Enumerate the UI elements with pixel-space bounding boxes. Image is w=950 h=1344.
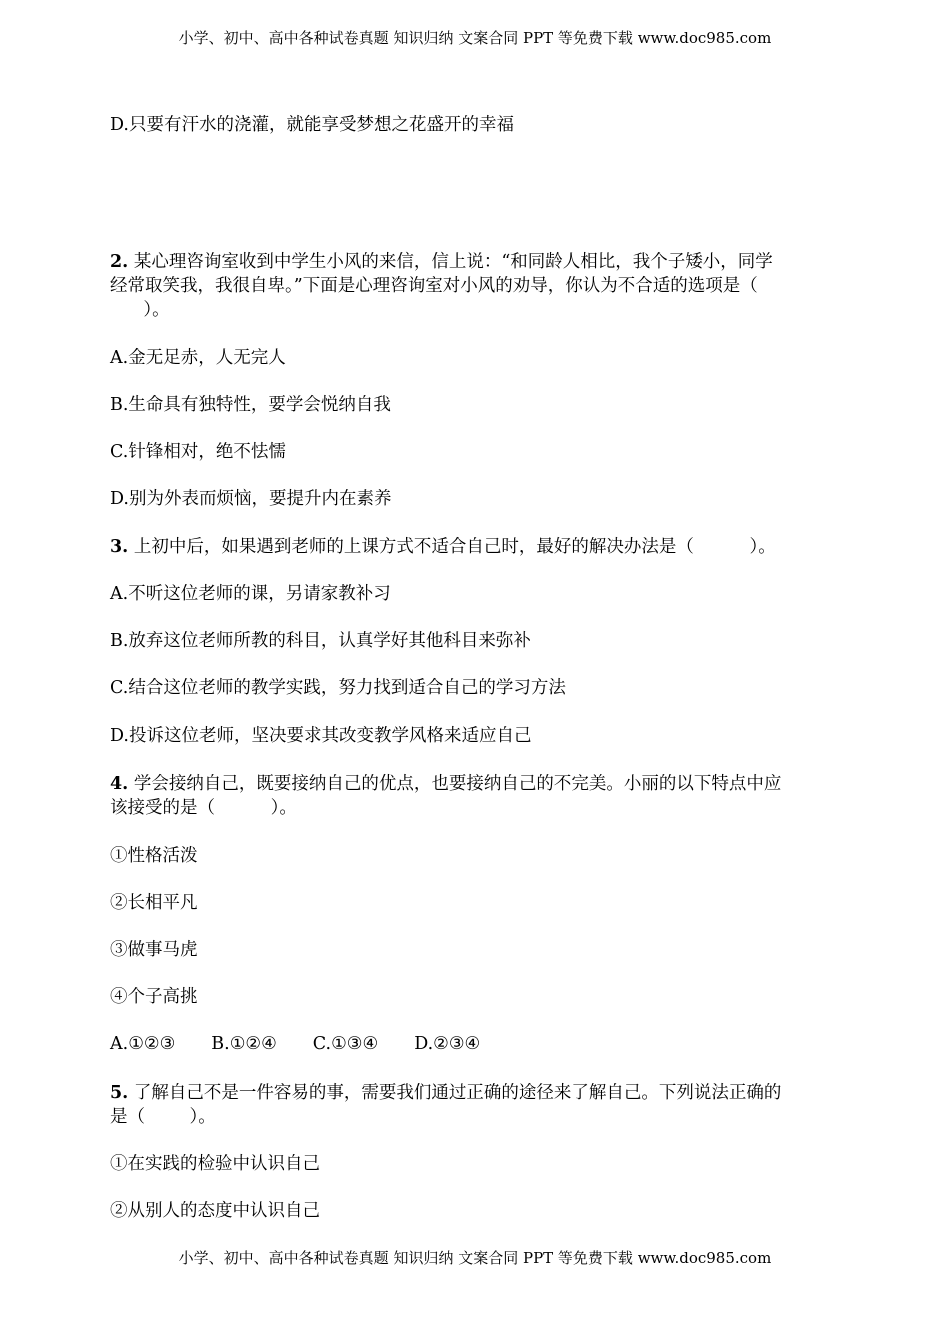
q4-option-d: D.②③④ (414, 1034, 481, 1054)
q5-stem-line1 (110, 1082, 840, 1105)
q2-text-line1: 某心理咨询室收到中学生小风的来信，信上说：“和同龄人相比，我个子矮小，同学 (128, 252, 773, 272)
q4-stem-line1 (110, 773, 840, 796)
page-footer: 小学、初中、高中各种试卷真题 知识归纳 文案合同 PPT 等免费下载 www.doc985.com (178, 1249, 772, 1267)
q2-option-a: A.金无足赤，人无完人 (110, 348, 286, 368)
q2-number: 2. (110, 252, 129, 272)
q4-text-line1: 学会接纳自己，既要接纳自己的优点，也要接纳自己的不完美。小丽的以下特点中应 (128, 774, 782, 794)
q2-stem-line2: 经常取笑我，我很自卑。”下面是心理咨询室对小风的劝导，你认为不合适的选项是（ (110, 276, 758, 296)
q3-text-line1: 上初中后，如果遇到老师的上课方式不适合自己时，最好的解决办法是（ ）。 (128, 537, 776, 557)
q4-item-4: ④个子高挑 (110, 987, 198, 1007)
q4-option-c: C.①③④ (312, 1034, 379, 1054)
q3-option-b: B.放弃这位老师所教的科目，认真学好其他科目来弥补 (110, 631, 531, 651)
q1-option-d: D.只要有汗水的浇灌，就能享受梦想之花盛开的幸福 (110, 115, 514, 135)
q5-stem-line2: 是（ ）。 (110, 1107, 216, 1127)
q4-option-a: A.①②③ (110, 1034, 176, 1054)
q3-option-c: C.结合这位老师的教学实践，努力找到适合自己的学习方法 (110, 678, 566, 698)
q2-stem-line1 (110, 251, 840, 274)
page-header: 小学、初中、高中各种试卷真题 知识归纳 文案合同 PPT 等免费下载 www.doc985.com (178, 29, 772, 47)
q4-item-1: ①性格活泼 (110, 846, 198, 866)
q4-number: 4. (110, 774, 129, 794)
q3-number: 3. (110, 537, 129, 557)
q2-stem-line3: ）。 (110, 300, 170, 320)
q3-option-d: D.投诉这位老师，坚决要求其改变教学风格来适应自己 (110, 726, 532, 746)
q3-option-a: A.不听这位老师的课，另请家教补习 (110, 584, 391, 604)
q5-item-2: ②从别人的态度中认识自己 (110, 1201, 320, 1221)
q2-option-d: D.别为外表而烦恼，要提升内在素养 (110, 489, 392, 509)
q5-number: 5. (110, 1083, 129, 1103)
q5-text-line1: 了解自己不是一件容易的事，需要我们通过正确的途径来了解自己。下列说法正确的 (128, 1083, 782, 1103)
q4-item-2: ②长相平凡 (110, 893, 198, 913)
q2-option-c: C.针锋相对，绝不怯懦 (110, 442, 286, 462)
q4-stem-line2: 该接受的是（ ）。 (110, 798, 297, 818)
q5-item-1: ①在实践的检验中认识自己 (110, 1154, 320, 1174)
q4-option-b: B.①②④ (211, 1034, 277, 1054)
q4-options-row (110, 1033, 840, 1056)
q3-stem-line1 (110, 536, 840, 559)
q4-item-3: ③做事马虎 (110, 940, 198, 960)
q2-option-b: B.生命具有独特性，要学会悦纳自我 (110, 395, 391, 415)
